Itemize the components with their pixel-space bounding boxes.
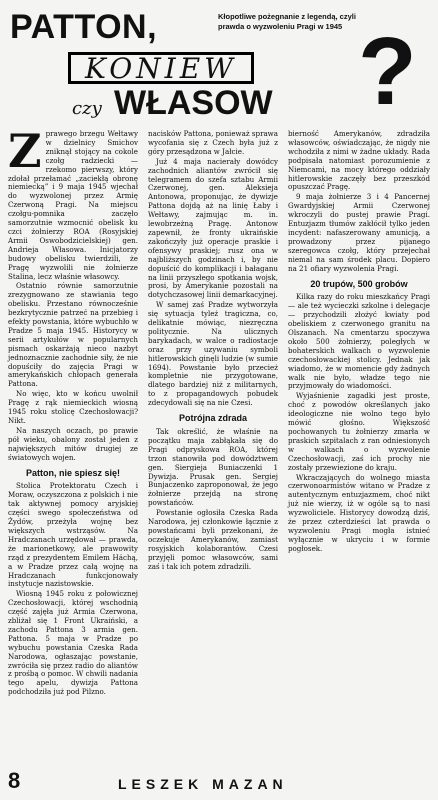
article-header bbox=[6, 6, 432, 126]
title-koniew: KONIEW bbox=[85, 51, 237, 85]
paragraph: Już 4 maja nacierały dowódcy zachodnich aliantów zwrócił się telegramem do szefa sztabu Armii Czerwonej, gen. Aleksieja Antonowa, proponując, że dywizje Pattona dojdą aż na linię Łaby i Wełtawy, zajmując m. in. lewobrzeżną Pragę. Antonow zapewnił, że fronty ukraińskie zakończyły już operacje praskie i ofensywy praskiej; rusz ona w najbliższych godzinach i, by nie dopuścić do komplikacji i bałaganu na linii przyszłego spotkania wojsk, prosi, by Amerykanie pozostali na dotychczasowej linii demarkacyjnej. bbox=[148, 156, 278, 300]
paragraph: Wyjaśnienie zagadki jest proste, choć z powodów określanych jako ideologiczne nie wolno tego było mówić głośno. Większość pochowanych tu żołnierzy zmarła w praskich szpitalach z ran odniesionych w walkach o wyzwolenie Czechosłowacji, zaś ich prochy nie zostały przewiezione do kraju. bbox=[288, 391, 430, 472]
paragraph: No więc, kto w końcu uwolnił Pragę z rąk niemieckich wiosną 1945 roku stolicę Czechosłowacji? Nikt. bbox=[8, 389, 138, 425]
column-3 bbox=[288, 130, 430, 555]
subheading-20-trupow: 20 trupów, 500 grobów bbox=[310, 278, 408, 289]
paragraph: 9 maja żołnierze 3 i 4 Pancernej Gwardyjskiej Armii Czerwonej wkroczyli do pustej prawie Pragi. Entuzjazm tłumów zakłócił tylko jeden incydent: nafaszerowany amunicją, a prowadzony przez pijanego szeregowca czołg, który przejechał niemal na sam środek placu. Dopiero na 21 ofiary wyzwolenia Pragi. bbox=[288, 192, 430, 273]
question-mark-graphic: ? bbox=[358, 18, 417, 125]
drop-cap: Z bbox=[8, 124, 42, 178]
subheading-patton: Patton, nie spiesz się! bbox=[25, 467, 121, 478]
paragraph: bierność Amerykanów, zdradziła własowców, oświadczając, że nigdy nie wchodziła z nimi w żadne układy. Rada podpisała natomiast porozumienie z Niemcami, na mocy którego oddziały hitlerowskie zaczęły bez przeszkód opuszczać Pragę. bbox=[288, 129, 430, 192]
title-czy: czy bbox=[72, 98, 102, 119]
intro-text: prawego brzegu Wełtawy w dzielnicy Smichov zniknął stojący na cokole czołg radziecki — rzekomo pierwszy, który zdołał przełamać „zaciekłą obronę niemiecką” i 9 maja 1945 wjechał do wyzwolonej przez Armię Czerwoną Pragi. Na miejscu czołgu-pomnika zaczęło samorzutnie wzmocnić obelisk ku czci żołnierzy ROA (Rosyjskiej Armii Oswobodzicielskiej) gen. Andrieja Własowa. Inicjatorzy budowy obelisku twierdzili, że Pragę wyzwolili nie żołnierze Stalina, lecz właśnie własowcy. bbox=[8, 129, 138, 281]
title-patton: PATTON, bbox=[10, 8, 158, 46]
paragraph: Powstanie ogłosiła Czeska Rada Narodowa, jej członkowie łącznie z powstańcami byli przekonani, że oczekuje Amerykanów, zamiast rosyjskich kolaborantów. Czesi przyjęli pomoc własowców, sami zaś i tak ich potem zdradzili. bbox=[148, 508, 278, 571]
paragraph: Wiosną 1945 roku z połowicznej Czechosłowacji, której wschodnią część zajęła już Armia Czerwona, zbliżał się 1 Front Ukraiński, a zachodu Pattona 3 armia gen. Pattona. 5 maja w Pradze po wybuchu powstania Czeska Rada Narodowa, ogłaszając powstanie, zwróciła się przez radio do aliantów z prośbą o pomoc. W chwili nadania tego apelu, dywizja Pattona podchodziła już pod Pilzno. bbox=[8, 589, 138, 697]
column-1 bbox=[8, 124, 138, 698]
paragraph: Na naszych oczach, po prawie pół wieku, obalony został jeden z największych mitów drugiej ze światowych wojen. bbox=[8, 425, 138, 462]
column-2 bbox=[148, 130, 278, 573]
subheading-potrojna-zdrada: Potrójna zdrada bbox=[178, 413, 247, 424]
paragraph: Wkraczających do wolnego miasta czerwonoarmistów witano w Pradze z autentycznym entuzjazmem, choć nikt już nie wierzy, iż w ogóle są to nasi wyzwoliciele. Historycy dowodzą dziś, że przez czterdzieści lat prawda o wyzwoleniu Pragi mogła istnieć wyłącznie w ukryciu i w formie pogłosek. bbox=[288, 472, 430, 553]
paragraph: Stolica Protektoratu Czech i Moraw, oczyszczona z polskich i nie tak aktywnej pomocy aryjskiej części swego społeczeństwa od Żydów, przeżyła wojnę bez większych wstrząsów. Na Hradczanach urzędował — prawda, że marionetkowy, ale prawowity rząd z prezydentem Emilem Háchą, a w Pradze przez całą wojnę na Hradczanach funkcjonowały instytucje nazistowskie. bbox=[8, 481, 138, 589]
author-byline: LESZEK MAZAN bbox=[118, 776, 288, 792]
title-koniew-box bbox=[68, 52, 254, 84]
page-number: 8 bbox=[8, 768, 21, 793]
title-wlasow: WŁASOW bbox=[114, 84, 273, 122]
paragraph: nacisków Pattona, ponieważ sprawa wycofania się z Czech była już z góry przesądzona w Jałcie. bbox=[148, 129, 278, 156]
paragraph: W samej zaś Pradze wytworzyła się sytuacja tyleż tragiczna, co, delikatnie mówiąc, niezręczna politycznie. Na ulicznych barykadach, w walce o radiostacje oraz przy uzywaniu symboli hitlerowskich ginęli ludzie (w sumie 1694). Powstanie było przecież kompletnie nie przygotowane, dlatego bardziej niż z militarnych, to z propagandowych pobudek zdecydowali się na nie Czesi. bbox=[148, 300, 278, 408]
paragraph: Ostatnio równie samorzutnie zrezygnowano ze stawiania tego obelisku. Przestano równocześnie bezkrytycznie patrzeć na przebieg i efekty powstania, które wybuchło w Pradze 5 maja 1945. Historycy w serii artykułów w popularnych pismach oskarżają nieco nazbyt jednoznacznie zachodnie siły, że nie dopuściły do zajęcia Pragi w amerykańskich chłopach generała Pattona. bbox=[8, 281, 138, 389]
paragraph: Tak określić, że właśnie na początku maja zabłąkała się do Pragi odpryskowa ROA, której trzon stanowiła pod dowództwem gen. Siergieja Buniaczenki 1 Dywizja. Prusak gen. Sergiej Bunjaczenko zaproponował, że jego żołnierze przejdą na stronę powstańców. bbox=[148, 427, 278, 508]
article-lead: Kłopotliwe pożegnanie z legendą, czyli prawda o wyzwoleniu Pragi w 1945 bbox=[218, 12, 356, 31]
paragraph: Kilka razy do roku mieszkańcy Pragi — ale też wycieczki szkolne i delegacje — przychodzili złożyć kwiaty pod obeliskiem z czerwonego granitu na Olszanach. Na cmentarzu spoczywa około 500 żołnierzy, poległych w bohaterskich walkach o wyzwolenie czechosłowackiej stolicy. Jednak jak wiadomo, że w momencie gdy żadnych walk nie było, władze tego nie przyjmowały do wiadomości. bbox=[288, 292, 430, 391]
intro-paragraph bbox=[8, 124, 138, 281]
